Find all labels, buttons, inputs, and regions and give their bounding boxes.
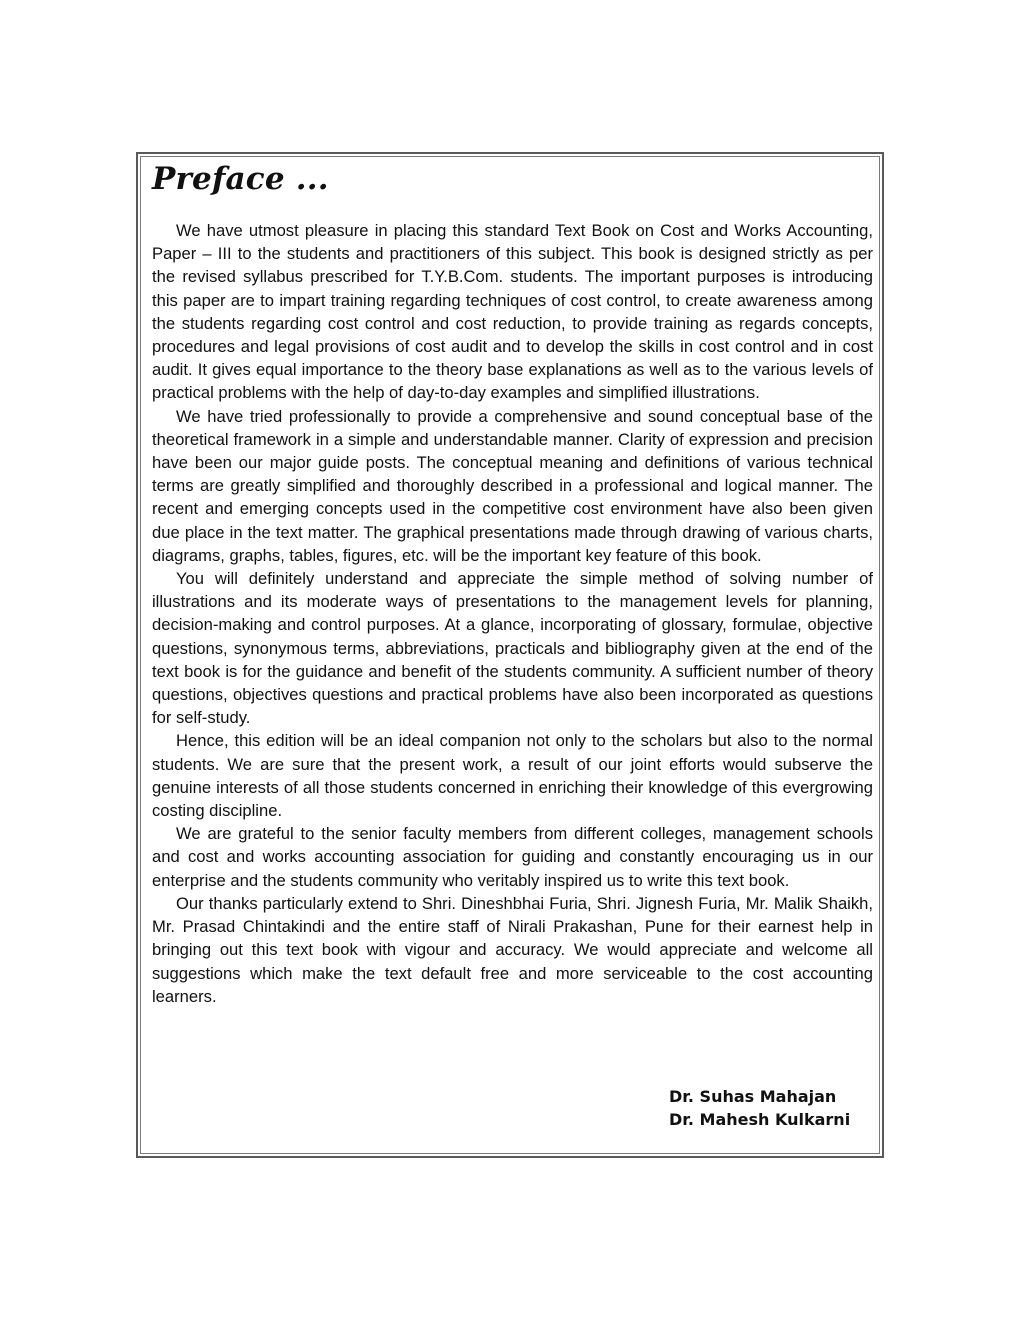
- paragraph-5: We are grateful to the senior faculty members from different colleges, management schools and cost and works accounting association for guiding and constantly encouraging us in our enterprise and the students community who veritably inspired us to write this text book.: [152, 824, 873, 890]
- paragraph-4: Hence, this edition will be an ideal companion not only to the scholars but also to the normal students. We are sure that the present work, a result of our joint efforts would subserve the genuine interests of all those students concerned in enriching their knowledge of this evergrowing costing discipline.: [152, 731, 873, 821]
- page-title: Preface ...: [152, 161, 329, 197]
- preface-frame: [136, 152, 884, 1158]
- author-signatures: [669, 1085, 850, 1131]
- preface-body: [152, 219, 873, 1008]
- paragraph-1: We have utmost pleasure in placing this standard Text Book on Cost and Works Accounting, Paper – III to the students and practitioners of this subject. This book is designed strictly as per the revised syllabus prescribed for T.Y.B.Com. students. The important purposes is introducing this paper are to impart training regarding techniques of cost control, to create awareness among the students regarding cost control and cost reduction, to provide training as regards concepts, procedures and legal provisions of cost audit and to develop the skills in cost control and in cost audit. It gives equal importance to the theory base explanations as well as to the various levels of practical problems with the help of day-to-day examples and simplified illustrations.: [152, 221, 873, 403]
- preface-frame-inner: [140, 156, 880, 1154]
- paragraph-3: You will definitely understand and appreciate the simple method of solving number of illustrations and its moderate ways of presentations to the management levels for planning, decision-making and control purposes. At a glance, incorporating of glossary, formulae, objective questions, synonymous terms, abbreviations, practicals and bibliography given at the end of the text book is for the guidance and benefit of the students community. A sufficient number of theory questions, objectives questions and practical problems have also been incorporated as questions for self-study.: [152, 569, 873, 728]
- paragraph-2: We have tried professionally to provide a comprehensive and sound conceptual base of the theoretical framework in a simple and understandable manner. Clarity of expression and precision have been our major guide posts. The conceptual meaning and definitions of various technical terms are greatly simplified and thoroughly described in a professional and logical manner. The recent and emerging concepts used in the competitive cost environment have also been given due place in the text matter. The graphical presentations made through drawing of various charts, diagrams, graphs, tables, figures, etc. will be the important key feature of this book.: [152, 406, 873, 565]
- author-name-2: Dr. Mahesh Kulkarni: [669, 1110, 851, 1129]
- paragraph-6: Our thanks particularly extend to Shri. Dineshbhai Furia, Shri. Jignesh Furia, Mr. Malik Shaikh, Mr. Prasad Chintakindi and the entire staff of Nirali Prakashan, Pune for their earnest help in bringing out this text book with vigour and accuracy. We would appreciate and welcome all suggestions which make the text default free and more serviceable to the cost accounting learners.: [152, 893, 873, 1006]
- author-name-1: Dr. Suhas Mahajan: [669, 1087, 837, 1106]
